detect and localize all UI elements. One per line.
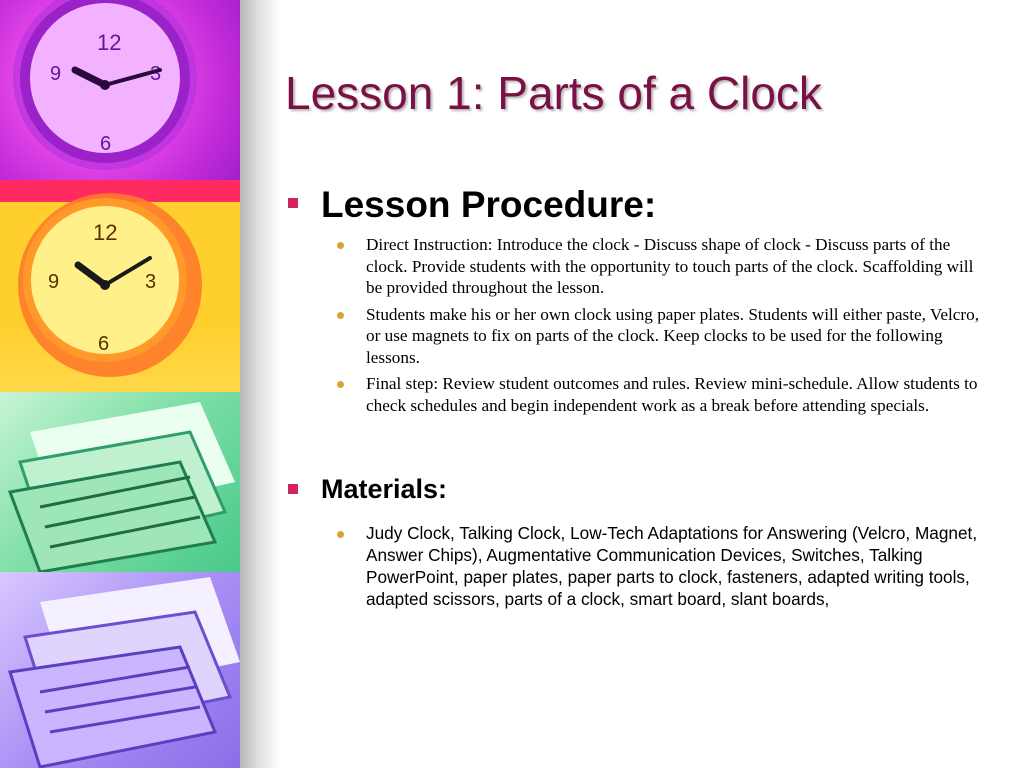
green-papers-panel xyxy=(0,392,240,572)
list-item-text: Final step: Review student outcomes and rules. Review mini-schedule. Allow students to check schedules and begin independent work as a break before attending specials. xyxy=(366,374,978,415)
svg-text:12: 12 xyxy=(93,220,118,245)
svg-text:3: 3 xyxy=(150,63,162,85)
green-papers-icon xyxy=(0,392,240,572)
svg-text:12: 12 xyxy=(97,30,122,55)
list-item xyxy=(288,522,988,610)
lesson-procedure-heading-row xyxy=(288,184,988,228)
list-item-text: Students make his or her own clock using paper plates. Students will either paste, Velcro, or use magnets to fix on parts of the clock. Keep clocks to be used for the following lessons. xyxy=(366,304,980,367)
yellow-clock-icon xyxy=(0,180,240,392)
purple-clock-panel xyxy=(0,0,240,180)
svg-text:3: 3 xyxy=(145,271,157,293)
round-bullet-icon xyxy=(337,312,344,319)
round-bullet-icon xyxy=(337,242,344,249)
lesson-procedure-heading: Lesson Procedure: xyxy=(321,184,657,225)
strip-shadow xyxy=(240,0,280,768)
materials-heading-row xyxy=(288,470,988,514)
materials-list xyxy=(288,522,988,610)
yellow-clock-panel xyxy=(0,180,240,392)
square-bullet-icon xyxy=(288,198,298,208)
list-item xyxy=(288,304,988,369)
list-item-text: Direct Instruction: Introduce the clock - Discuss shape of clock - Discuss parts of the clock. Provide students with the opportunity to touch parts of the clock. Scaffolding will be provided throughout the lesson. xyxy=(366,235,974,297)
round-bullet-icon xyxy=(337,531,344,538)
list-item xyxy=(288,234,988,299)
svg-text:6: 6 xyxy=(98,333,110,355)
lavender-papers-panel xyxy=(0,572,240,768)
materials-heading: Materials: xyxy=(321,474,448,504)
purple-clock-icon xyxy=(0,0,240,180)
svg-text:6: 6 xyxy=(100,133,112,155)
square-bullet-icon xyxy=(288,484,298,494)
lesson-procedure-section xyxy=(288,184,988,421)
slide-title: Lesson 1: Parts of a Clock xyxy=(285,67,822,119)
list-item-text: Judy Clock, Talking Clock, Low-Tech Adaptations for Answering (Velcro, Magnet, Answer Chips), Augmentative Communication Devices, Switches, Talking PowerPoint, paper plates, paper parts to clock, fasteners, adapted writing tools, adapted scissors, parts of a clock, smart board, slant boards, xyxy=(366,523,978,609)
materials-section xyxy=(288,470,988,610)
round-bullet-icon xyxy=(337,381,344,388)
list-item xyxy=(288,373,988,416)
decorative-image-strip xyxy=(0,0,240,768)
svg-text:9: 9 xyxy=(50,63,62,85)
lavender-papers-icon xyxy=(0,572,240,768)
procedure-list xyxy=(288,234,988,416)
svg-text:9: 9 xyxy=(48,271,60,293)
